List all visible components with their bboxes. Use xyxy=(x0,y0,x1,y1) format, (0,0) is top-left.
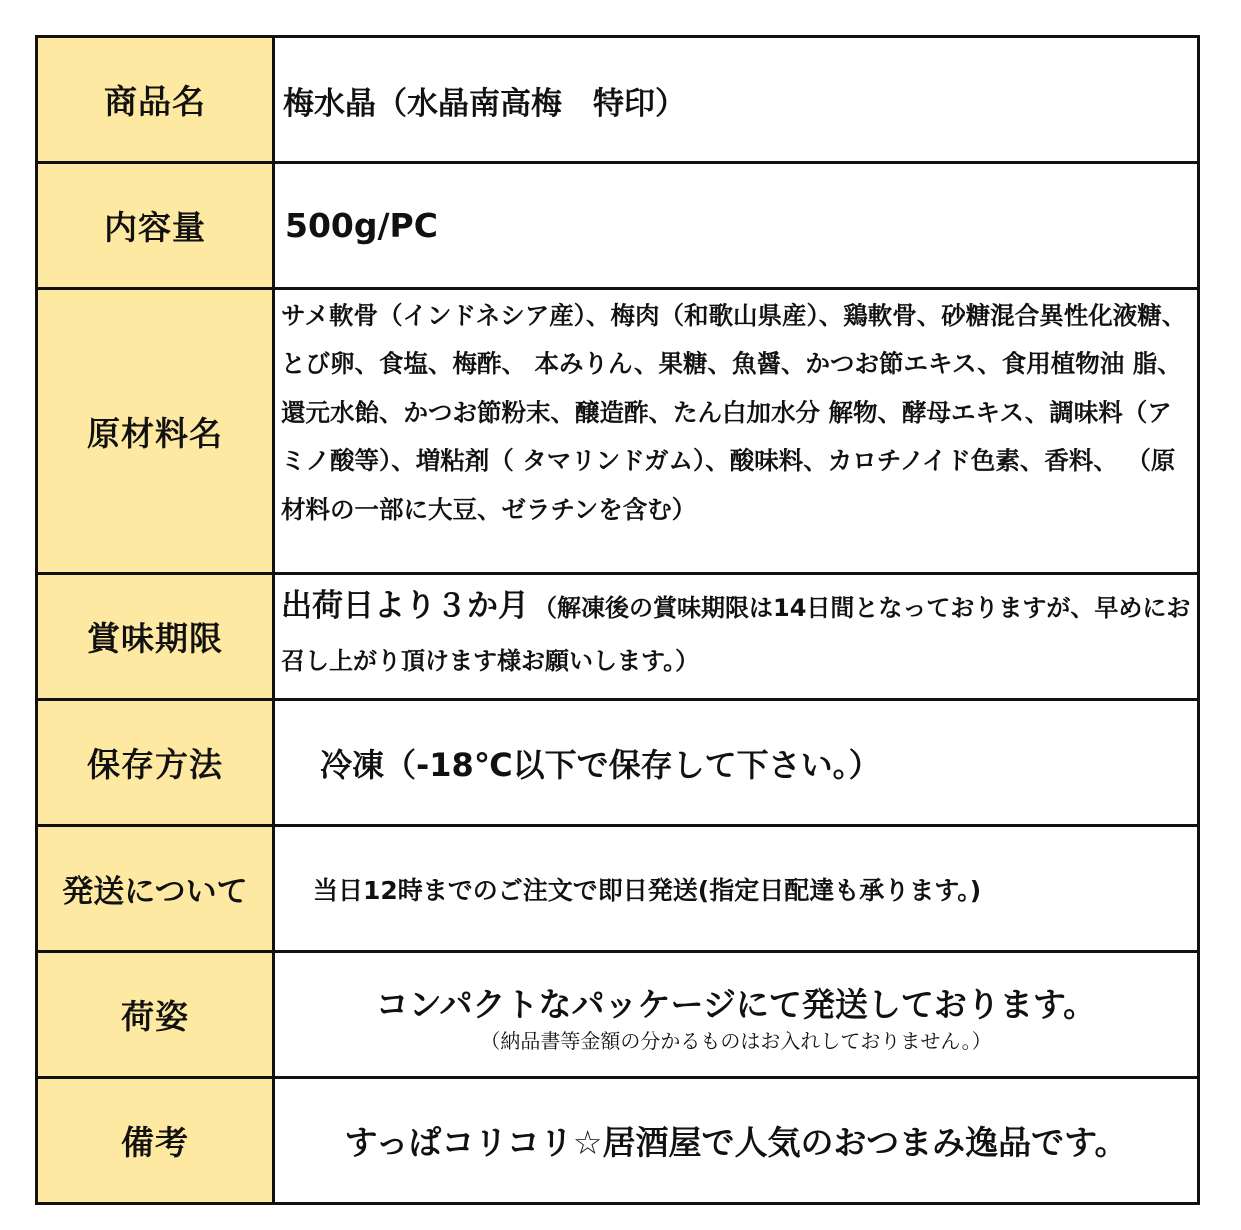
product-spec-table xyxy=(35,35,1200,1205)
label-shipping: 発送について xyxy=(37,826,274,952)
label-ingredients: 原材料名 xyxy=(37,288,274,573)
value-shelf-life xyxy=(274,574,1199,700)
shelf-life-main: 出荷日より３か月 xyxy=(281,588,529,625)
shelf-life-note: （解凍後の賞味期限は14日間となっておりますが、早めにお召し上がり頂けます様お願いします。） xyxy=(281,594,1191,676)
value-content: 500g/PC xyxy=(274,162,1199,288)
value-ingredients: サメ軟骨（インドネシア産）、梅肉（和歌山県産）、鶏軟骨、砂糖混合異性化液糖、とび卵、食塩、梅酢、 本みりん、果糖、魚醤、かつお節エキス、食用植物油 脂、還元水飴、かつお節粉末、醸造酢、たん白加水分 解物、酵母エキス、調味料（アミノ酸等）、増粘剤（ タマリンドガム）、酸味料、カロチノイド色素、香料、 （原材料の一部に大豆、ゼラチンを含む） xyxy=(274,288,1199,573)
label-packaging: 荷姿 xyxy=(37,952,274,1078)
label-content: 内容量 xyxy=(37,162,274,288)
row-notes xyxy=(37,1078,1199,1204)
label-notes: 備考 xyxy=(37,1078,274,1204)
value-packaging xyxy=(274,952,1199,1078)
label-product-name: 商品名 xyxy=(37,37,274,163)
label-shelf-life: 賞味期限 xyxy=(37,574,274,700)
packaging-main: コンパクトなパッケージにて発送しております。 xyxy=(375,984,1097,1024)
row-ingredients xyxy=(37,288,1199,573)
value-notes: すっぱコリコリ☆居酒屋で人気のおつまみ逸品です。 xyxy=(274,1078,1199,1204)
value-product-name xyxy=(274,37,1199,163)
product-name-text: 梅水晶（水晶南高梅 特印） xyxy=(283,86,686,122)
packaging-note: （納品書等金額の分かるものはお入れしておりません。） xyxy=(480,1028,992,1053)
label-storage: 保存方法 xyxy=(37,700,274,826)
value-storage: 冷凍（-18℃以下で保存して下さい。） xyxy=(274,700,1199,826)
row-packaging xyxy=(37,952,1199,1078)
row-shipping xyxy=(37,826,1199,952)
row-storage xyxy=(37,700,1199,826)
value-shipping: 当日12時までのご注文で即日発送(指定日配達も承ります。) xyxy=(274,826,1199,952)
row-product-name xyxy=(37,37,1199,163)
row-content xyxy=(37,162,1199,288)
row-shelf-life xyxy=(37,574,1199,700)
